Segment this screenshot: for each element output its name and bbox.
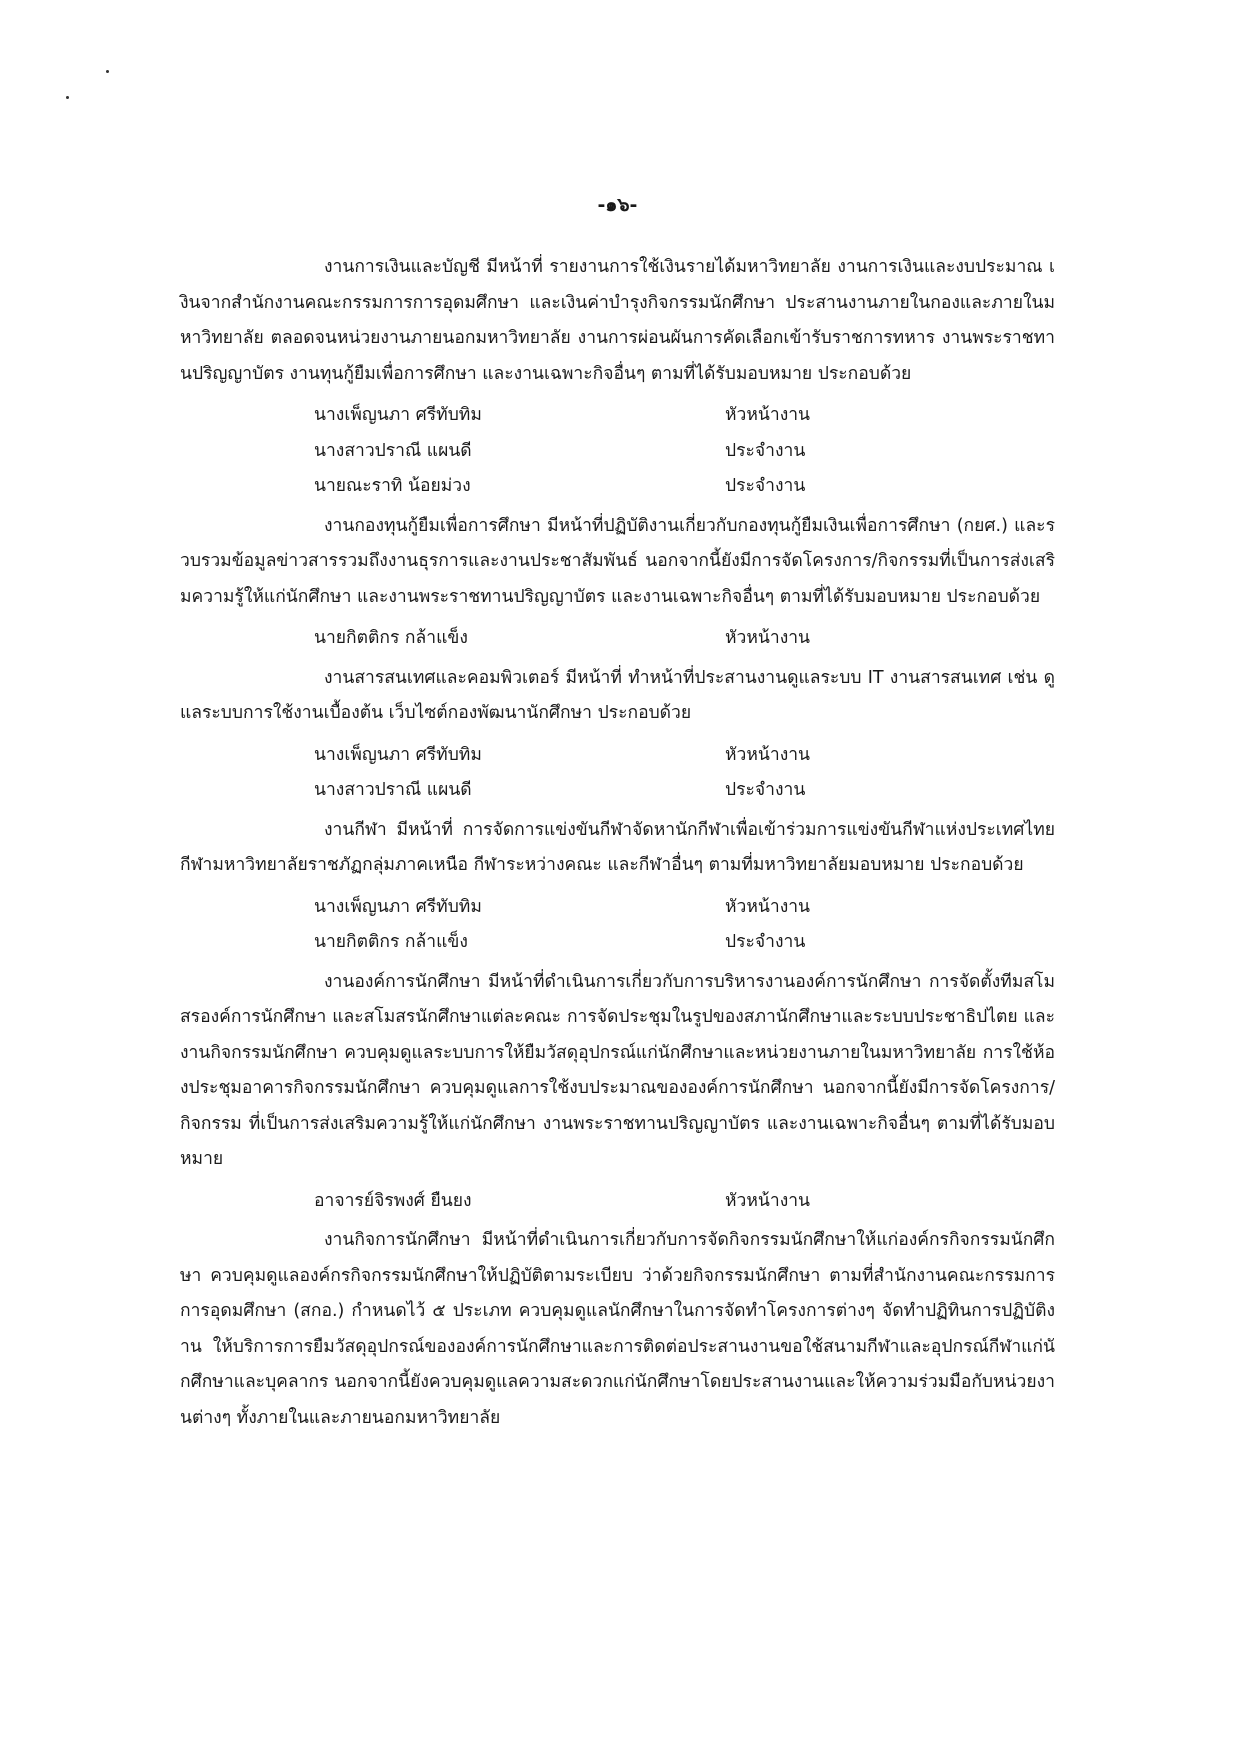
page-number: -๑๖- [597,194,638,216]
staff-role: ประจำงาน [725,780,806,800]
finance-staff-list [180,398,1055,505]
staff-role: หัวหน้างาน [725,896,811,917]
staff-name: อาจารย์จิรพงศ์ ยืนยง [314,1190,472,1211]
staff-row [180,738,1055,774]
section-student-affairs-description: งานกิจการนักศึกษา มีหน้าที่ดำเนินการเกี่ยวกับการจัดกิจกรรมนักศึกษาให้แก่องค์กรกิจกรรมนักศึกษา ควบคุมดูแลองค์กรกิจกรรมนักศึกษาให้ปฏิบัติตามระเบียบ ว่าด้วยกิจกรรมนักศึกษา ตามที่สำนักงานคณะกรรมการการอุดมศึกษา (สกอ.) กำหนดไว้ ๕ ประเภท ควบคุมดูแลนักศึกษาในการจัดทำโครงการต่างๆ จัดทำปฏิทินการปฏิบัติงาน ให้บริการการยืมวัสดุอุปกรณ์ขององค์การนักศึกษาและการติดต่อประสานงานขอใช้สนามกีฬาและอุปกรณ์กีฬาแก่นักศึกษาและบุคลากร นอกจากนี้ยังควบคุมดูแลความสะดวกแก่นักศึกษาโดยประสานงานและให้ความร่วมมือกับหน่วยงานต่างๆ ทั้งภายในและภายนอกมหาวิทยาลัย [180,1230,1055,1428]
staff-row [180,890,1055,926]
section-it-description: งานสารสนเทศและคอมพิวเตอร์ มีหน้าที่ ทำหน้าที่ประสานงานดูแลระบบ IT งานสารสนเทศ เช่น ดูแลระบบการใช้งานเบื้องต้น เว็บไซต์กองพัฒนานักศึกษา ประกอบด้วย [180,667,1055,723]
staff-row [180,773,1055,809]
section-student-org-description: งานองค์การนักศึกษา มีหน้าที่ดำเนินการเกี่ยวกับการบริหารงานองค์การนักศึกษา การจัดตั้งทีมสโมสรองค์การนักศึกษา และสโมสรนักศึกษาแต่ละคณะ การจัดประชุมในรูปของสภานักศึกษาและระบบประชาธิปไตย และงานกิจกรรมนักศึกษา ควบคุมดูแลระบบการให้ยืมวัสดุอุปกรณ์แก่นักศึกษาและหน่วยงานภายในมหาวิทยาลัย การใช้ห้องประชุมอาคารกิจกรรมนักศึกษา ควบคุมดูแลการใช้งบประมาณขององค์การนักศึกษา นอกจากนี้ยังมีการจัดโครงการ/กิจกรรม ที่เป็นการส่งเสริมความรู้ให้แก่นักศึกษา งานพระราชทานปริญญาบัตร และงานเฉพาะกิจอื่นๆ ตามที่ได้รับมอบหมาย [180,971,1055,1169]
staff-role: หัวหน้างาน [725,628,811,648]
it-staff-list [180,738,1055,809]
staff-row [180,1184,1055,1220]
student-loan-staff-list [180,621,1055,657]
staff-role: หัวหน้างาน [725,744,811,765]
scan-speck [66,96,69,99]
sports-staff-list [180,890,1055,961]
staff-name: นางเพ็ญนภา ศรีทับทิม [314,405,482,425]
section-finance-description: งานการเงินและบัญชี มีหน้าที่ รายงานการใช้เงินรายได้มหาวิทยาลัย งานการเงินและงบประมาณ เงินจากสำนักงานคณะกรรมการการอุดมศึกษา และเงินค่าบำรุงกิจกรรมนักศึกษา ประสานงานภายในกองและภายในมหาวิทยาลัย ตลอดจนหน่วยงานภายนอกมหาวิทยาลัย งานการผ่อนผันการคัดเลือกเข้ารับราชการทหาร งานพระราชทานปริญญาบัตร งานทุนกู้ยืมเพื่อการศึกษา และงานเฉพาะกิจอื่นๆ ตามที่ได้รับมอบหมาย ประกอบด้วย [180,257,1055,384]
section-sports-description: งานกีฬา มีหน้าที่ การจัดการแข่งขันกีฬาจัดหานักกีฬาเพื่อเข้าร่วมการแข่งขันกีฬาแห่งประเทศไทย กีฬามหาวิทยาลัยราชภัฏกลุ่มภาคเหนือ กีฬาระหว่างคณะ และกีฬาอื่นๆ ตามที่มหาวิทยาลัยมอบหมาย ประกอบด้วย [180,819,1055,875]
staff-row [180,925,1055,961]
staff-name: นางเพ็ญนภา ศรีทับทิม [314,896,482,917]
staff-name: นางสาวปราณี แผนดี [314,780,472,800]
staff-role: ประจำงาน [725,440,806,461]
staff-row [180,434,1055,470]
staff-role: ประจำงาน [725,476,806,496]
document-body [180,250,1055,1442]
staff-name: นางเพ็ญนภา ศรีทับทิม [314,744,482,765]
staff-row [180,398,1055,434]
scan-speck [106,70,109,73]
staff-row [180,621,1055,657]
staff-name: นายณะราทิ น้อยม่วง [314,476,471,496]
staff-name: นายกิตติกร กล้าแข็ง [314,932,468,952]
staff-role: หัวหน้างาน [725,405,811,425]
staff-role: หัวหน้างาน [725,1190,811,1211]
staff-name: นางสาวปราณี แผนดี [314,440,472,461]
section-student-loan-description: งานกองทุนกู้ยืมเพื่อการศึกษา มีหน้าที่ปฏิบัติงานเกี่ยวกับกองทุนกู้ยืมเงินเพื่อการศึกษา (กยศ.) และรวบรวมข้อมูลข่าวสารรวมถึงงานธุรการและงานประชาสัมพันธ์ นอกจากนี้ยังมีการจัดโครงการ/กิจกรรมที่เป็นการส่งเสริมความรู้ให้แก่นักศึกษา และงานพระราชทานปริญญาบัตร และงานเฉพาะกิจอื่นๆ ตามที่ได้รับมอบหมาย ประกอบด้วย [180,515,1055,607]
student-org-staff-list [180,1184,1055,1220]
staff-role: ประจำงาน [725,932,806,952]
staff-row [180,469,1055,505]
staff-name: นายกิตติกร กล้าแข็ง [314,628,468,648]
